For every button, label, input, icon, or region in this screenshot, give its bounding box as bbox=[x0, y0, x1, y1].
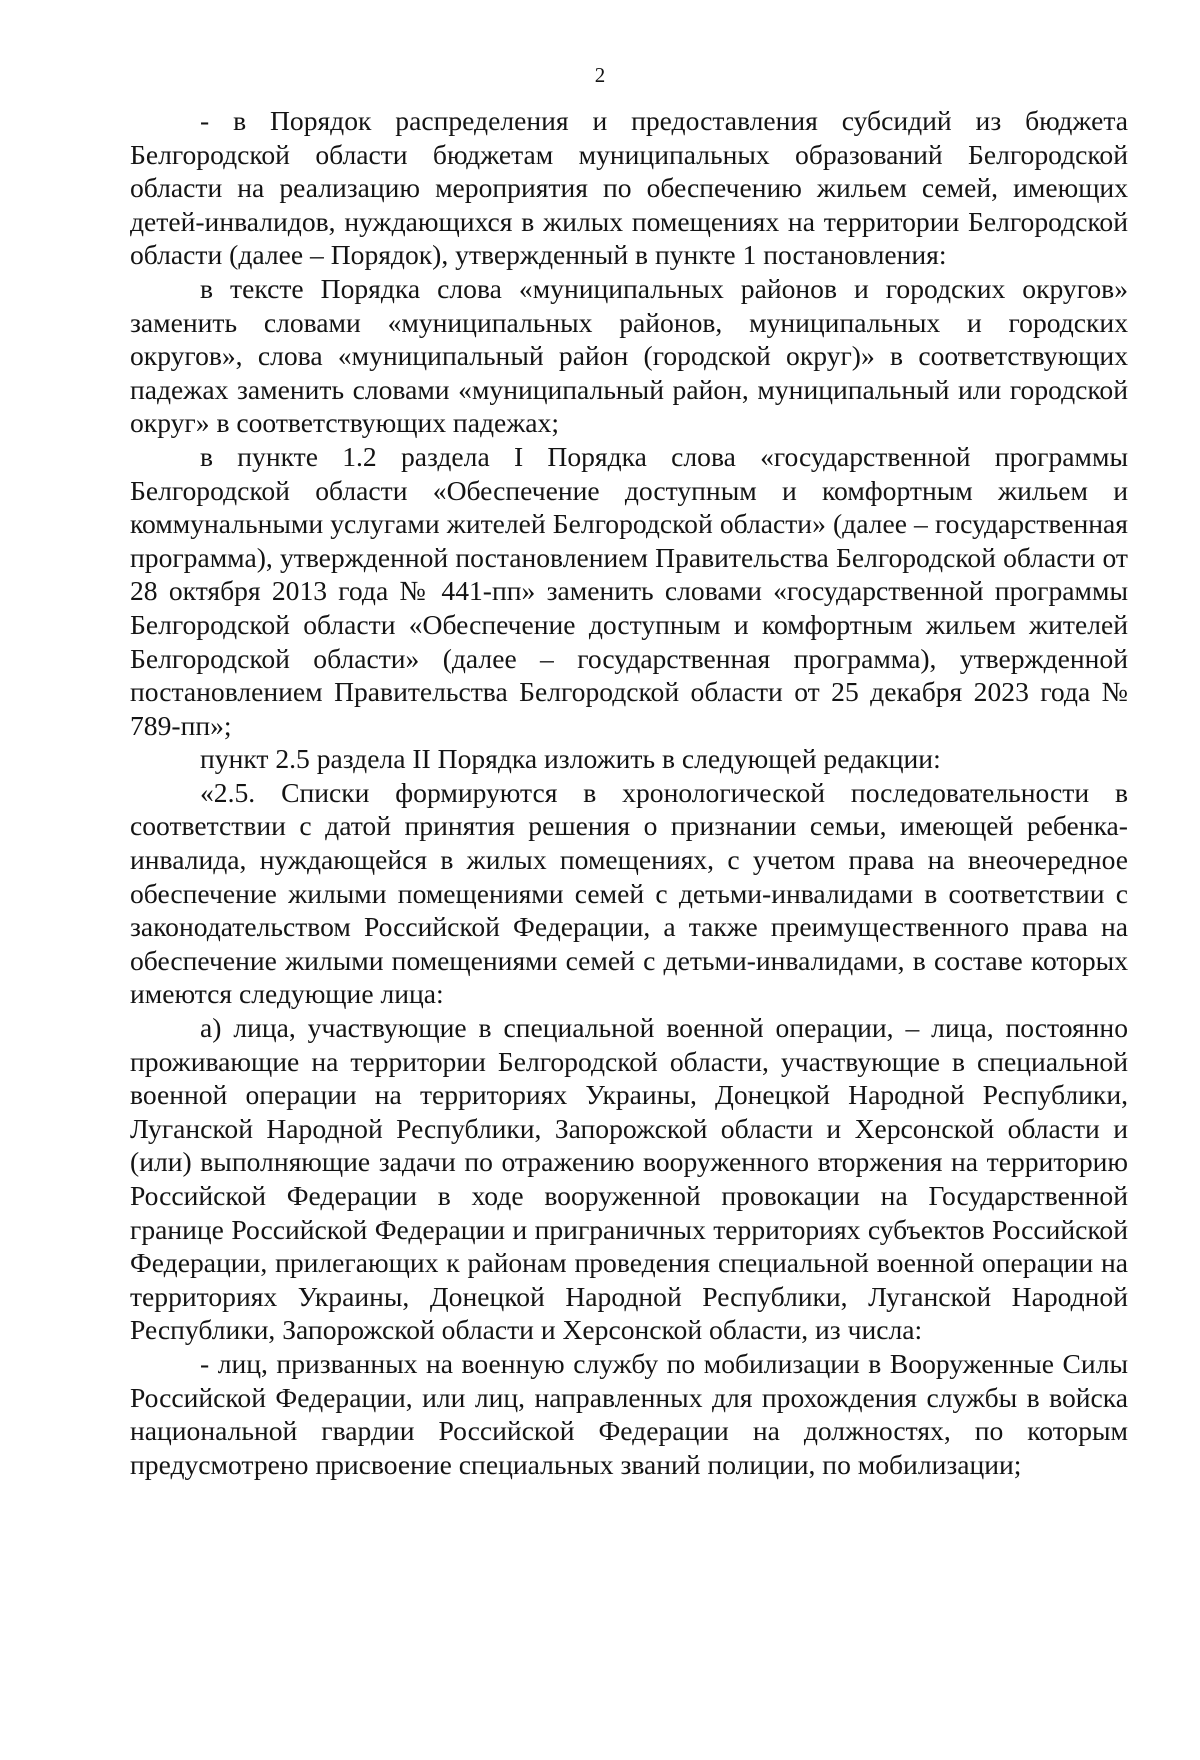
paragraph-clause-1-2: в пункте 1.2 раздела I Порядка слова «государственной программы Белгородской области «Обеспечение доступным и комфортным жильем и коммунальными услугами жителей Белгородской области» (далее – государственная программа), утвержденной постановлением Правительства Белгородской области от 28 октября 2013 года № 441-пп» заменить словами «государственной программы Белгородской области «Обеспечение доступным и комфортным жильем жителей Белгородской области» (далее – государственная программа), утвержденной постановлением Правительства Белгородской области от 25 декабря 2023 года № 789-пп»; bbox=[130, 440, 1128, 741]
paragraph-clause-2-5-intro: пункт 2.5 раздела II Порядка изложить в следующей редакции: bbox=[200, 743, 941, 775]
page-number: 2 bbox=[594, 63, 606, 87]
document-body bbox=[130, 104, 1128, 1481]
paragraph-mobilized-persons: - лиц, призванных на военную службу по мобилизации в Вооруженные Силы Российской Федерации, или лиц, направленных для прохождения службы в войска национальной гвардии Российской Федерации на должностях, по которым предусмотрено присвоение специальных званий полиции, по мобилизации; bbox=[130, 1347, 1128, 1480]
paragraph-subclause-a: а) лица, участвующие в специальной военной операции, – лица, постоянно проживающие на территории Белгородской области, участвующие в специальной военной операции на территориях Украины, Донецкой Народной Республики, Луганской Народной Республики, Запорожской области и Херсонской области и (или) выполняющие задачи по отражению вооруженного вторжения на территорию Российской Федерации в ходе вооруженной провокации на Государственной границе Российской Федерации и приграничных территориях субъектов Российской Федерации, прилегающих к районам проведения специальной военной операции на территориях Украины, Донецкой Народной Республики, Луганской Народной Республики, Запорожской области и Херсонской области, из числа: bbox=[130, 1012, 1128, 1346]
paragraph-amendment-intro: - в Порядок распределения и предоставления субсидий из бюджета Белгородской области бюджетам муниципальных образований Белгородской области на реализацию мероприятия по обеспечению жильем семей, имеющих детей-инвалидов, нуждающихся в жилых помещениях на территории Белгородской области (далее – Порядок), утвержденный в пункте 1 постановления: bbox=[130, 105, 1128, 271]
paragraph-text-replacement: в тексте Порядка слова «муниципальных районов и городских округов» заменить словами «муниципальных районов, муниципальных и городских округов», слова «муниципальный район (городской округ)» в соответствующих падежах заменить словами «муниципальный район, муниципальный или городской округ» в соответствующих падежах; bbox=[130, 272, 1128, 439]
paragraph-clause-2-5: «2.5. Списки формируются в хронологической последовательности в соответствии с датой принятия решения о признании семьи, имеющей ребенка-инвалида, нуждающейся в жилых помещениях, с учетом права на внеочередное обеспечение жилыми помещениями семей с детьми-инвалидами в соответствии с законодательством Российской Федерации, а также преимущественного права на обеспечение жилыми помещениями семей с детьми-инвалидами, в составе которых имеются следующие лица: bbox=[130, 776, 1128, 1010]
